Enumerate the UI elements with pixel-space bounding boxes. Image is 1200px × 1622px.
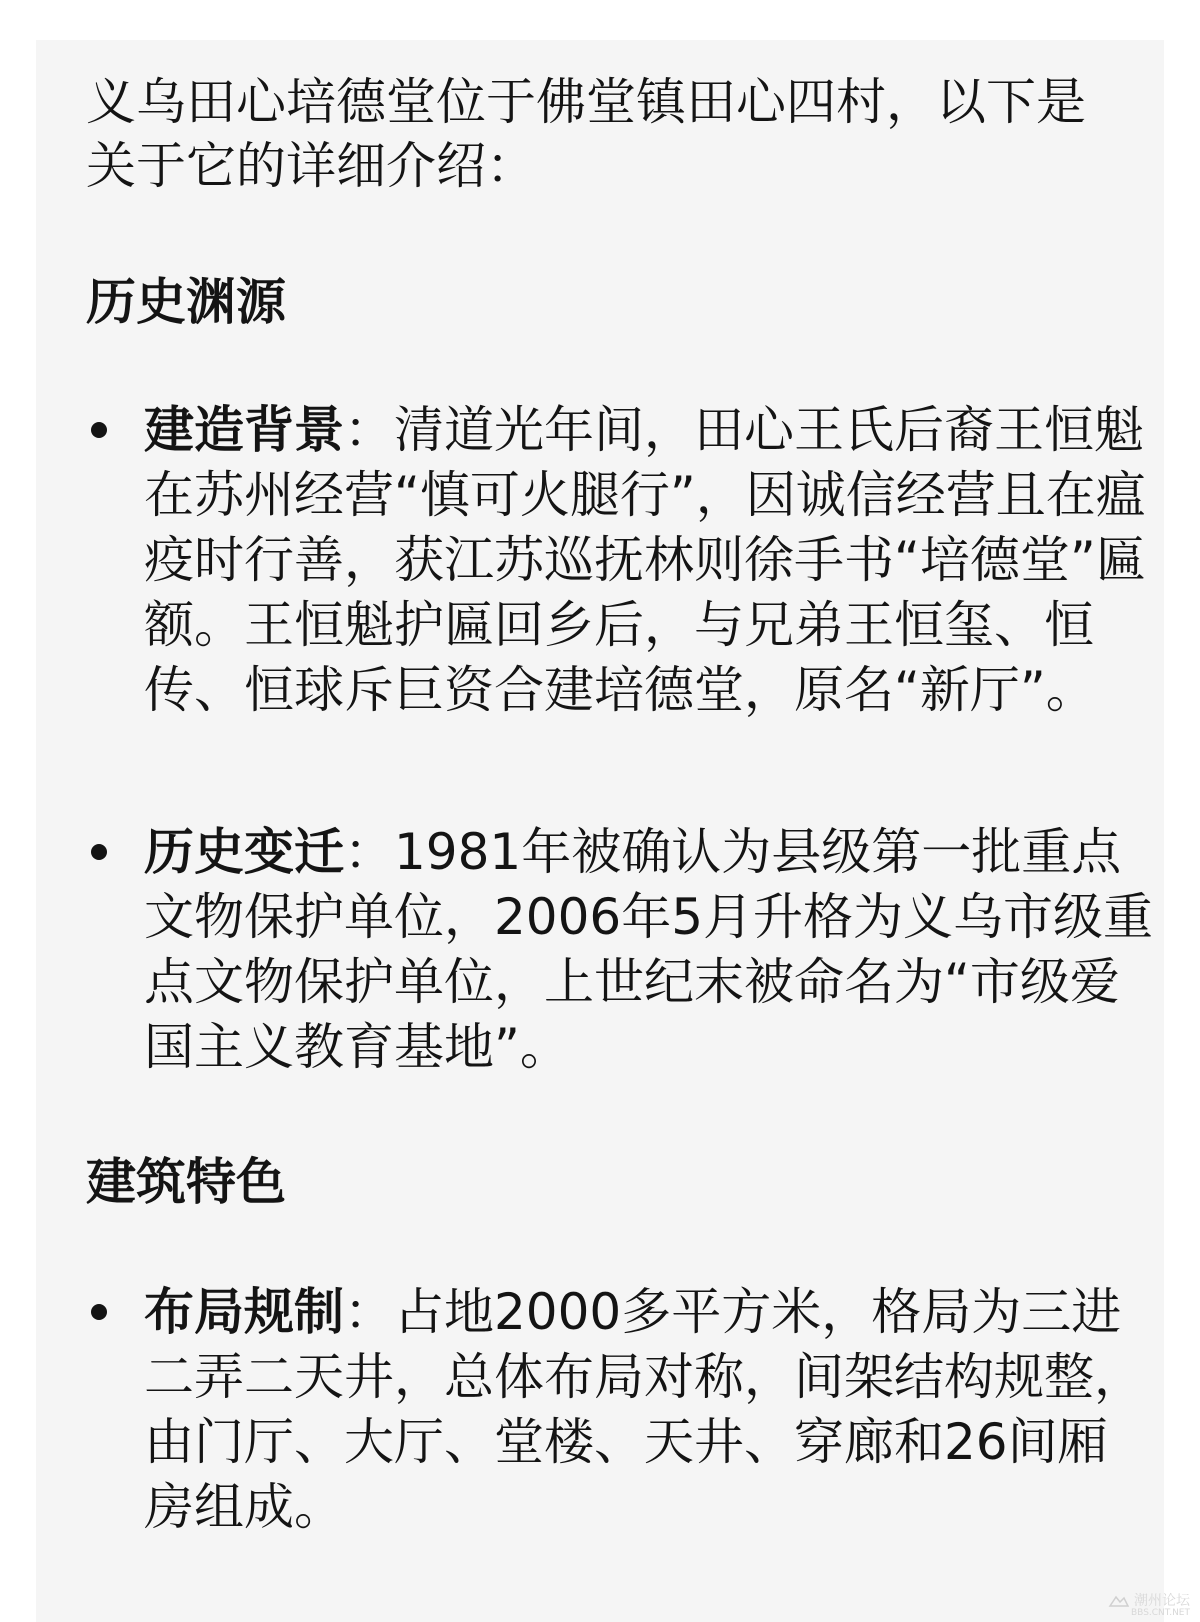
list-item-text bbox=[144, 1280, 1154, 1540]
list-item-separator: ： bbox=[344, 401, 394, 459]
content-card bbox=[36, 40, 1164, 1622]
list-item-label: 建造背景 bbox=[144, 401, 344, 459]
bullet-icon bbox=[91, 844, 107, 860]
section-heading-architecture: 建筑特色 bbox=[86, 1153, 286, 1211]
list-item bbox=[86, 820, 1154, 1090]
watermark bbox=[1108, 1594, 1190, 1618]
bullet-icon bbox=[91, 422, 107, 438]
list-item bbox=[86, 398, 1146, 798]
list-item-body: 清道光年间，田心王氏后裔王恒魁在苏州经营“慎可火腿行”，因诚信经营且在瘟疫时行善，获江苏巡抚林则徐手书“培德堂”匾额。王恒魁护匾回乡后，与兄弟王恒玺、恒传、恒球斥巨资合建培德堂，原名“新厅”。 bbox=[144, 401, 1146, 719]
list-item-body: 占地2000多平方米，格局为三进二弄二天井，总体布局对称，间架结构规整，由门厅、大厅、堂楼、天井、穿廊和26间厢房组成。 bbox=[144, 1283, 1144, 1536]
list-item bbox=[86, 1280, 1144, 1550]
list-item-label: 历史变迁 bbox=[144, 823, 344, 881]
list-item-separator: ： bbox=[344, 1283, 394, 1341]
list-item-text bbox=[144, 820, 1154, 1080]
watermark-url: BBS.CNT.NET bbox=[1131, 1608, 1190, 1618]
watermark-title: 潮州论坛 bbox=[1134, 1593, 1190, 1609]
section-heading-history: 历史渊源 bbox=[86, 273, 286, 331]
list-item-label: 布局规制 bbox=[144, 1283, 344, 1341]
bullet-icon bbox=[91, 1304, 107, 1320]
list-item-body: 1981年被确认为县级第一批重点文物保护单位，2006年5月升格为义乌市级重点文物保护单位，上世纪末被命名为“市级爱国主义教育基地”。 bbox=[144, 823, 1154, 1076]
list-item-separator: ： bbox=[344, 823, 394, 881]
list-item-text bbox=[144, 398, 1154, 723]
intro-paragraph: 义乌田心培德堂位于佛堂镇田心四村，以下是关于它的详细介绍： bbox=[86, 73, 1086, 195]
forum-logo-icon bbox=[1108, 1594, 1130, 1608]
